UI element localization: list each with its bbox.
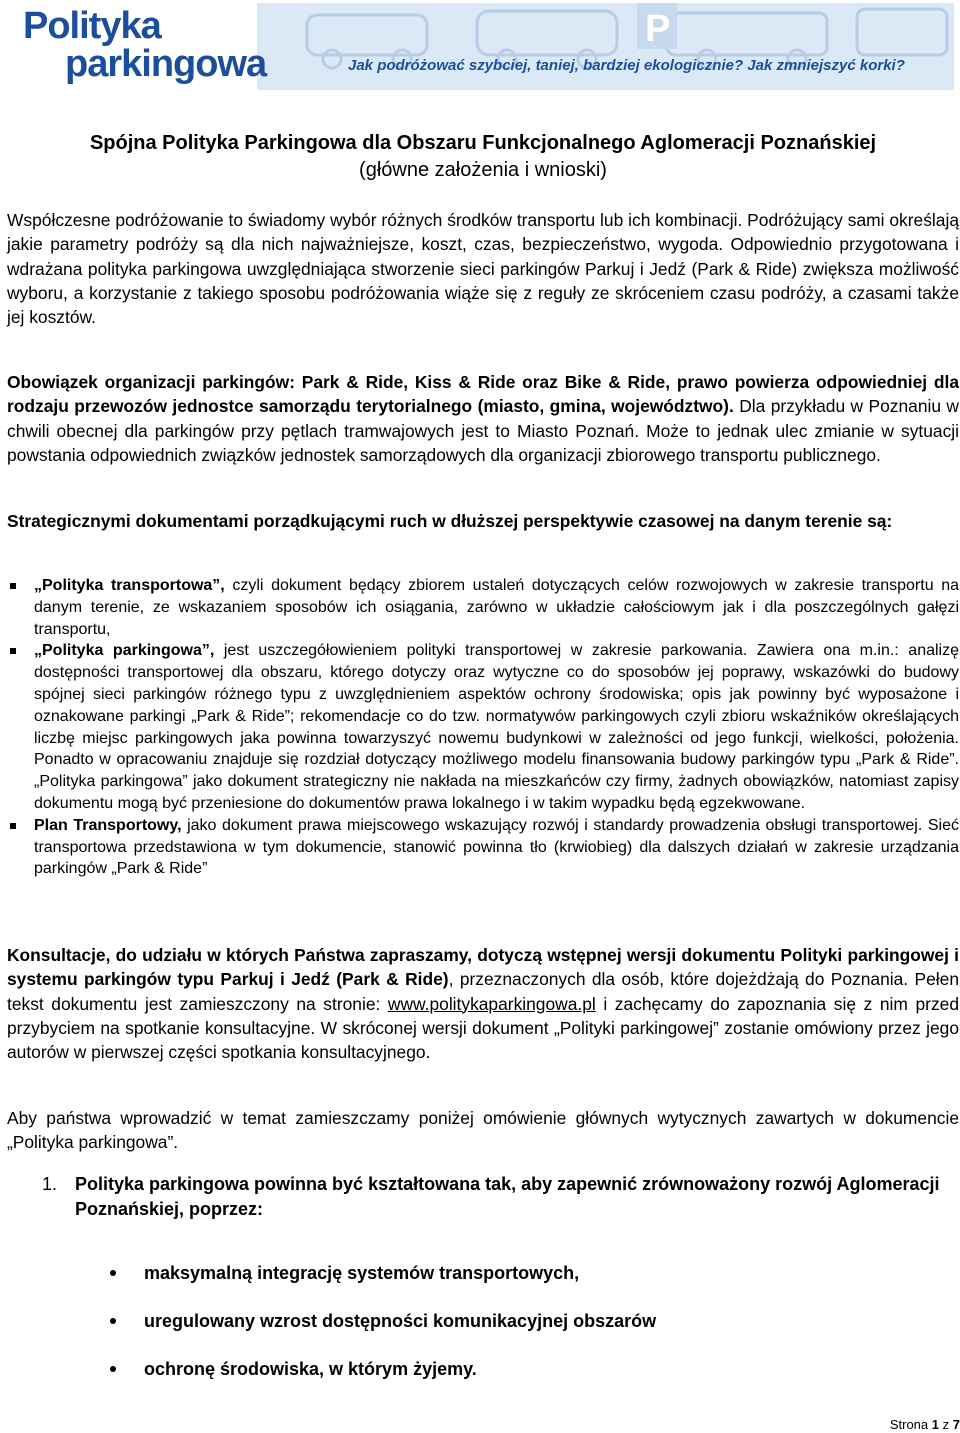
logo-text-top: Polityka: [23, 5, 161, 47]
intro-paragraph: Współczesne podróżowanie to świadomy wybór różnych środków transportu lub ich kombinacji. Podróżujący sami określają jakie parametry podróży są dla nich najważniejsze, koszt, czas, bezpieczeństwo, wygoda. Odpowiednio przygotowana i wdrażana polityka parkingowa uwzględniająca stworzenie sieci parkingów Parkuj i Jedź (Park & Ride) zwiększa możliwość wyboru, a korzystanie z takiego sposobu podróżowania wiąże się z reguły ze skróceniem czasu podróży, a czasami także jej kosztów.: [7, 210, 959, 328]
obligation-bold: Obowiązek organizacji parkingów: Park & Ride, Kiss & Ride oraz Bike & Ride, prawo powierza odpowiedniej dla rodzaju przewozów jednostce samorządu terytorialnego (miasto, gmina, województwo).: [7, 372, 959, 417]
item-text: Polityka parkingowa powinna być kształtowana tak, aby zapewnić zrównoważony rozwój Aglomeracji Poznańskiej, poprzez:: [75, 1174, 940, 1219]
numbered-item: [42, 1172, 959, 1221]
list-item: „Polityka parkingowa”, jest uszczegółowieniem polityki transportowej w zakresie parkowania. Zawiera ona m.in.: analizę dostępności transportowej dla obszaru, którego dotyczy oraz wytyczne co do sposobów jej poprawy, wskazówki do budowy spójnej sieci parkingów różnego typu z uwzględnieniem aspektów ochrony środowiska; opis jak powinny być wyposażone i oznakowane parkingi „Park & Ride”; rekomendacje co do tzw. normatywów parkingowych czyli zbioru wskaźników określających liczbę miejsc parkingowych jaka powinna towarzyszyć nowemu budynkowi w zależności od jego funkcji, wielkości, położenia. Ponadto w opracowaniu znajduje się rozdział dotyczący możliwego modelu finansowania budowy parkingów typu „Park & Ride”. „Polityka parkingowa” jako dokument strategiczny nie nakłada na mieszkańców czy firmy, żadnych obowiązków, natomiast zapisy dokumentu mogą być przeniesione do dokumentów prawa lokalnego i w takim wypadku będą egzekwowane.: [7, 640, 959, 814]
goal-item: maksymalną integrację systemów transportowych,: [110, 1261, 579, 1285]
round-bullet-icon: [110, 1366, 116, 1372]
obligation-text: Dla przykładu w Poznaniu w chwili obecnej dla parkingów przy pętlach tramwajowych jest to Miasto Poznań. Może to jednak ulec zmianie w sytuacji powstania odpowiednich związków jednostek samorządowych dla organizacji zbiorowego transportu publicznego.: [7, 396, 959, 465]
square-bullet-icon: [10, 583, 16, 589]
goal-item: uregulowany wzrost dostępności komunikacyjnej obszarów: [110, 1309, 656, 1333]
round-bullet-icon: [110, 1318, 116, 1324]
document-title: Spójna Polityka Parkingowa dla Obszaru Funkcjonalnego Aglomeracji Poznańskiej: [89, 132, 877, 154]
obligation-paragraph: [7, 370, 959, 467]
strategic-docs-heading: Strategicznymi dokumentami porządkującymi ruch w dłuższej perspektywie czasowej na danym terenie są:: [7, 511, 893, 531]
header-banner: [7, 3, 954, 90]
strategic-docs-list: [7, 575, 959, 880]
consultation-paragraph: Konsultacje, do udziału w których Państwa zapraszamy, dotyczą wstępnej wersji dokumentu Polityki parkingowej i systemu parkingów typu Parkuj i Jedź (Park & Ride), przeznaczonych dla osób, które dojeżdżają do Poznania. Pełen tekst dokumentu jest zamieszczony na stronie: www.politykaparkingowa.pl i zachęcamy do zapoznania się z nim przed przybyciem na spotkanie konsultacyjne. W skróconej wersji dokument „Polityki parkingowej” zostanie omówiony przez jego autorów w pierwszej części spotkania konsultacyjnego.: [7, 945, 959, 1063]
square-bullet-icon: [10, 823, 16, 829]
square-bullet-icon: [10, 648, 16, 654]
website-link[interactable]: www.politykaparkingowa.pl: [387, 993, 596, 1014]
document-subtitle: (główne założenia i wnioski): [359, 159, 607, 181]
round-bullet-icon: [110, 1270, 116, 1276]
list-item: Plan Transportowy, jako dokument prawa miejscowego wskazujący rozwój i standardy prowadzenia obsługi transportowej. Sieć transportowa przedstawiona w tym dokumencie, stanowić powinna tło (krwiobieg) dla dalszych działań w zakresie urządzania parkingów „Park & Ride”: [7, 815, 959, 880]
consultation-bold: Konsultacje, do udziału w których Państwa zapraszamy, dotyczą wstępnej wersji dokumentu Polityki parkingowej i systemu parkingów typu Parkuj i Jedź (Park & Ride): [7, 945, 959, 990]
banner-tagline: Jak podróżować szybciej, taniej, bardziej ekologicznie? Jak zmniejszyć korki?: [348, 57, 905, 74]
item-number: 1.: [42, 1174, 58, 1194]
parking-p-icon: [637, 3, 677, 50]
list-item: „Polityka transportowa”, czyli dokument będący zbiorem ustaleń dotyczących celów rozwojowych w zakresie transportu na danym terenie, ze wskazaniem sposobów ich osiągania, zarówno w układzie całościowym jak i dla poszczególnych gałęzi transportu,: [7, 575, 959, 640]
goal-item: ochronę środowiska, w którym żyjemy.: [110, 1357, 477, 1381]
svg-text:P: P: [645, 8, 671, 50]
intro-to-guidelines-paragraph: Aby państwa wprowadzić w temat zamieszczamy poniżej omówienie głównych wytycznych zawartych w dokumencie „Polityka parkingowa”.: [7, 1108, 959, 1153]
logo-text-bottom: parkingowa: [65, 43, 267, 85]
page-number: Strona 1 z 7: [889, 1417, 960, 1432]
